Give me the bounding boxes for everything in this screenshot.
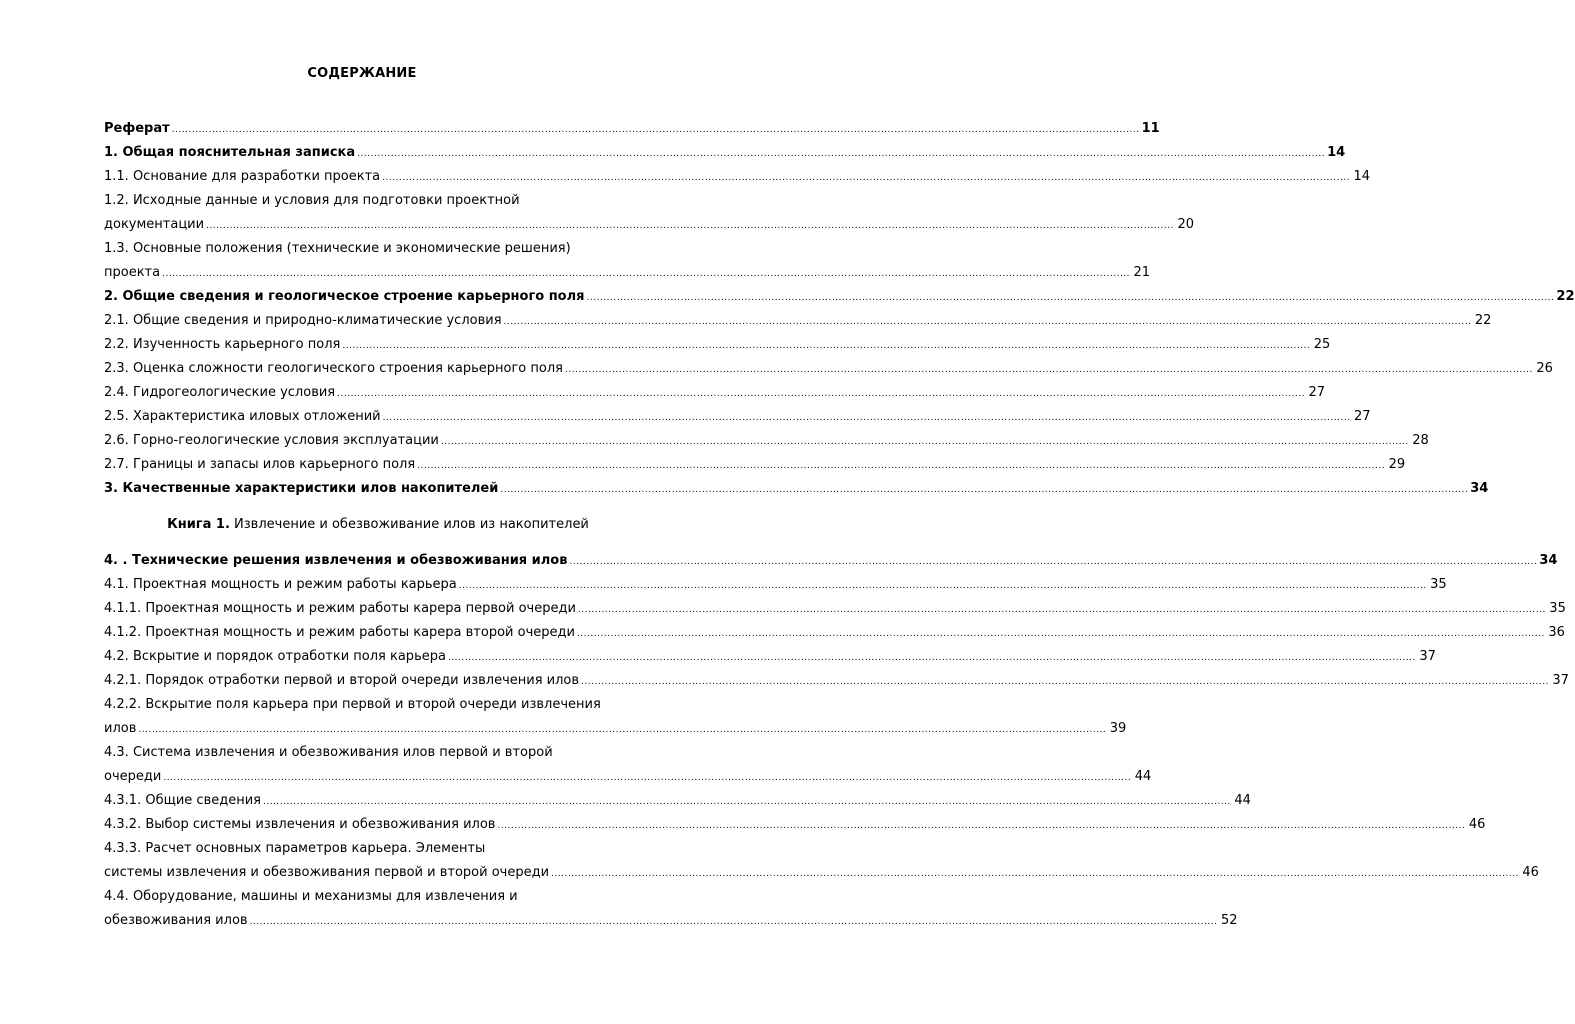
toc-entry-title: 4.1.1. Проектная мощность и режим работы карера первой очереди — [104, 601, 576, 616]
toc-entry-title: 4.2.1. Порядок отработки первой и второй очереди извлечения илов — [104, 673, 580, 688]
toc-entry[interactable] — [104, 717, 1127, 741]
toc-entry-title: обезвоживания илов — [104, 913, 248, 928]
toc-entry[interactable] — [104, 765, 1152, 789]
toc-entry-page: 22 — [1474, 313, 1492, 328]
toc-entry-title: 4.1. Проектная мощность и режим работы карьера — [104, 577, 457, 592]
toc-entry[interactable] — [104, 669, 1569, 693]
toc-entry[interactable] — [104, 861, 1539, 885]
toc-entry[interactable] — [104, 573, 1447, 597]
toc-entry-page: 37 — [1419, 649, 1436, 664]
toc-entry-title: 3. Качественные характеристики илов накопителей — [104, 481, 499, 496]
toc-entry[interactable] — [104, 813, 1486, 837]
toc-entry[interactable] — [104, 117, 1160, 141]
toc-entry-page: 21 — [1133, 265, 1151, 280]
dot-leader — [162, 262, 1130, 286]
toc-entry-title: 4.3.2. Выбор системы извлечения и обезвоживания илов — [104, 817, 496, 832]
toc-entry-page: 27 — [1354, 409, 1371, 424]
toc-entry-line: 4.3. Система извлечения и обезвоживания илов первой и второй — [104, 745, 553, 760]
toc-entry[interactable] — [104, 453, 1406, 477]
dot-leader — [581, 670, 1549, 694]
toc-entry-page: 36 — [1548, 625, 1565, 640]
dot-leader — [163, 766, 1131, 790]
page-title: СОДЕРЖАНИЕ — [307, 66, 417, 81]
toc-entry[interactable] — [104, 645, 1436, 669]
toc-entry-title: 2.5. Характеристика иловых отложений — [104, 409, 381, 424]
toc-entry-page: 52 — [1220, 913, 1238, 928]
toc-entry[interactable] — [104, 309, 1492, 333]
book-heading — [104, 501, 652, 549]
dot-leader — [578, 598, 1546, 622]
dot-leader — [504, 310, 1472, 334]
toc-entry-title: 2.2. Изученность карьерного поля — [104, 337, 341, 352]
toc-entry-page: 44 — [1134, 769, 1152, 784]
toc-entry[interactable] — [104, 165, 1371, 189]
toc-entry-page: 26 — [1536, 361, 1553, 376]
dot-leader — [206, 214, 1174, 238]
dot-leader — [357, 142, 1325, 166]
toc-entry-line: 1.3. Основные положения (технические и экономические решения) — [104, 241, 571, 256]
toc-entry[interactable] — [104, 621, 1565, 645]
toc-entry-title: 4.3.1. Общие сведения — [104, 793, 261, 808]
toc-entry-page: 39 — [1109, 721, 1127, 736]
toc-entry-page: 46 — [1522, 865, 1539, 880]
toc-section-b — [104, 549, 1569, 933]
table-of-contents — [104, 117, 1575, 933]
toc-entry-page: 44 — [1234, 793, 1251, 808]
toc-entry-page: 34 — [1470, 481, 1489, 496]
book-title: Извлечение и обезвоживание илов из накопителей — [234, 517, 589, 532]
toc-entry-title: очереди — [104, 769, 162, 784]
dot-leader — [448, 646, 1416, 670]
toc-entry-page: 20 — [1177, 217, 1194, 232]
toc-entry-page: 35 — [1430, 577, 1447, 592]
toc-entry[interactable] — [104, 381, 1326, 405]
toc-entry-title: 4.1.2. Проектная мощность и режим работы карера второй очереди — [104, 625, 575, 640]
toc-entry-page: 34 — [1539, 553, 1558, 568]
toc-entry-title: 2.7. Границы и запасы илов карьерного поля — [104, 457, 416, 472]
toc-entry-title: 1.1. Основание для разработки проекта — [104, 169, 381, 184]
toc-entry[interactable] — [104, 477, 1489, 501]
toc-entry[interactable] — [104, 549, 1558, 573]
dot-leader — [382, 166, 1350, 190]
toc-entry-title: 2.1. Общие сведения и природно-климатические условия — [104, 313, 502, 328]
toc-entry[interactable] — [104, 261, 1151, 285]
dot-leader — [250, 910, 1218, 934]
toc-section-a — [104, 117, 1575, 501]
dot-leader — [417, 454, 1385, 478]
dot-leader — [459, 574, 1427, 598]
dot-leader — [441, 430, 1409, 454]
toc-entry-page: 37 — [1552, 673, 1569, 688]
toc-entry-page: 46 — [1468, 817, 1486, 832]
toc-entry-title: 4. . Технические решения извлечения и обезвоживания илов — [104, 553, 568, 568]
dot-leader — [500, 478, 1468, 502]
toc-entry-title: Реферат — [104, 121, 170, 136]
toc-entry-title: 1. Общая пояснительная записка — [104, 145, 356, 160]
dot-leader — [577, 622, 1545, 646]
dot-leader — [172, 118, 1140, 142]
toc-entry-title: 4.2. Вскрытие и порядок отработки поля карьера — [104, 649, 446, 664]
toc-entry-page: 27 — [1308, 385, 1326, 400]
dot-leader — [569, 550, 1537, 574]
toc-entry-page: 25 — [1313, 337, 1331, 352]
dot-leader — [337, 382, 1305, 406]
toc-entry-line: 4.2.2. Вскрытие поля карьера при первой и второй очереди извлечения — [104, 697, 601, 712]
dot-leader — [497, 814, 1465, 838]
toc-entry-page: 14 — [1327, 145, 1346, 160]
toc-entry-title: илов — [104, 721, 137, 736]
dot-leader — [551, 862, 1519, 886]
dot-leader — [383, 406, 1351, 430]
toc-entry-title: проекта — [104, 265, 161, 280]
dot-leader — [263, 790, 1231, 814]
toc-entry-title: 2.3. Оценка сложности геологического строения карьерного поля — [104, 361, 563, 376]
toc-entry-line: 1.2. Исходные данные и условия для подготовки проектной — [104, 193, 520, 208]
toc-entry-title: 2. Общие сведения и геологическое строение карьерного поля — [104, 289, 585, 304]
toc-entry-title: системы извлечения и обезвоживания первой и второй очереди — [104, 865, 550, 880]
dot-leader — [565, 358, 1533, 382]
toc-entry[interactable] — [104, 285, 1575, 309]
toc-entry-title: 2.6. Горно-геологические условия эксплуатации — [104, 433, 439, 448]
toc-entry-page: 28 — [1412, 433, 1429, 448]
toc-entry-title: 2.4. Гидрогеологические условия — [104, 385, 336, 400]
toc-entry[interactable] — [104, 333, 1331, 357]
dot-leader — [586, 286, 1554, 310]
toc-entry-page: 29 — [1388, 457, 1406, 472]
toc-entry[interactable] — [104, 597, 1566, 621]
book-label: Книга 1. — [167, 517, 230, 532]
toc-entry[interactable] — [104, 789, 1251, 813]
toc-entry[interactable] — [104, 213, 1194, 237]
toc-entry-page: 14 — [1353, 169, 1371, 184]
dot-leader — [138, 718, 1106, 742]
toc-entry[interactable] — [104, 909, 1238, 933]
toc-entry[interactable] — [104, 357, 1553, 381]
toc-entry[interactable] — [104, 405, 1371, 429]
dot-leader — [342, 334, 1310, 358]
toc-entry[interactable] — [104, 141, 1346, 165]
toc-entry-title: документации — [104, 217, 205, 232]
toc-entry-page: 35 — [1549, 601, 1566, 616]
toc-entry-page: 22 — [1556, 289, 1575, 304]
toc-entry-line: 4.4. Оборудование, машины и механизмы для извлечения и — [104, 889, 518, 904]
toc-entry[interactable] — [104, 429, 1429, 453]
toc-entry-page: 11 — [1141, 121, 1160, 136]
toc-entry-line: 4.3.3. Расчет основных параметров карьера. Элементы — [104, 841, 486, 856]
